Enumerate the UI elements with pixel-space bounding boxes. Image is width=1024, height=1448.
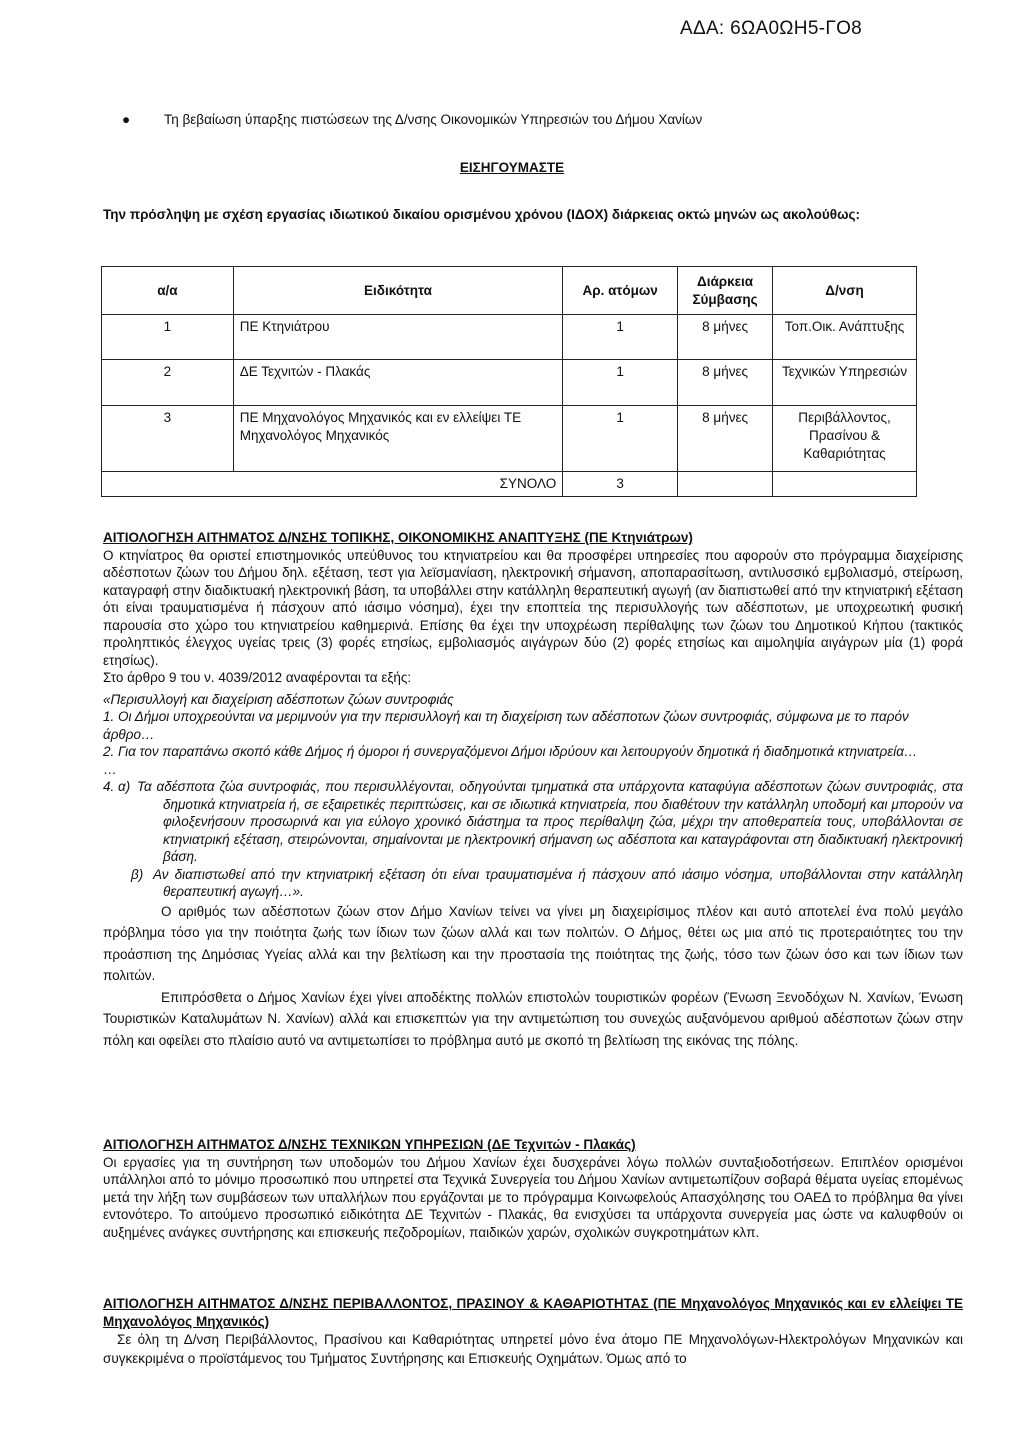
quote-item-1: 1. Οι Δήμοι υποχρεούνται να μεριμνούν για την περισυλλογή και τη διαχείριση των αδέσποτων ζώων συντροφιάς, σύμφωνα με το παρόν άρθρο…: [103, 709, 909, 742]
table-cell: 1: [563, 406, 678, 472]
table-row: [102, 315, 917, 360]
quote-ellipsis: …: [103, 761, 117, 777]
bullet-text: Τη βεβαίωση ύπαρξης πιστώσεων της Δ/νσης Οικονομικών Υπηρεσιών του Δήμου Χανίων: [164, 112, 703, 127]
table-cell: 8 μήνες: [678, 360, 773, 406]
ada-code: ΑΔΑ: 6ΩΑ0ΩΗ5-ΓΟ8: [680, 18, 863, 39]
table-cell: ΠΕ Μηχανολόγος Μηχανικός και εν ελλείψει ΤΕ Μηχανολόγος Μηχανικός: [233, 406, 562, 472]
paragraph: Επιπρόσθετα ο Δήμος Χανίων έχει γίνει αποδέκτης πολλών επιστολών τουριστικών φορέων (Ένωση Ξενοδόχων Ν. Χανίων, Ένωση Τουριστικών Καταλυμάτων Ν. Χανίων) αλλά και επισκεπτών για την αντιμετώπιση του συνεχώς αυξανόμενου αριθμού αδέσποτων ζώων στην πόλη και οφείλει στο πλαίσιο αυτό να αντιμετωπίσει το πρόβλημα αυτό με σκοπό τη βελτίωση της εικόνας της πόλης.: [103, 989, 963, 1048]
table-cell: 1: [563, 360, 678, 406]
quote-title: «Περισυλλογή και διαχείριση αδέσποτων ζώων συντροφιάς: [103, 691, 454, 707]
law-intro: Στο άρθρο 9 του ν. 4039/2012 αναφέρονται τα εξής:: [103, 670, 412, 685]
quote-text: Τα αδέσποτα ζώα συντροφιάς, που περισυλλέγονται, οδηγούνται τμηματικά στα υπάρχοντα καταφύγια αδέσποτων ζώων συντροφιάς, στα δημοτικά κτηνιατρεία ή, σε εξαιρετικές περιπτώσεις, και σε ιδιωτικά κτηνιατρεία, που διαθέτουν την κατάλληλη υποδομή και μπορούν να φιλοξενήσουν προσωρινά και για εύλογο χρονικό διάστημα τα προς περίθαλψη ζώα, μέχρι την αποθεραπεία τους, υποβάλλονται σε κτηνιατρική εξέταση, στειρώνονται, σημαίνονται με ηλεκτρονική σήμανση ως αδέσποτα και καταγράφονται στη διαδικτυακή ηλεκτρονική βάση.: [137, 779, 963, 864]
intro-paragraph: Την πρόσληψη με σχέση εργασίας ιδιωτικού δικαίου ορισμένου χρόνου (ΙΔΟΧ) διάρκειας οκτώ μηνών ως ακολούθως:: [103, 207, 860, 222]
section-title: ΑΙΤΙΟΛΟΓΗΣΗ ΑΙΤΗΜΑΤΟΣ Δ/ΝΣΗΣ ΤΕΧΝΙΚΩΝ ΥΠΗΡΕΣΙΩΝ (ΔΕ Τεχνιτών - Πλακάς): [103, 1137, 636, 1152]
section-environment: [103, 1295, 963, 1368]
quote-item-4b: [103, 866, 963, 901]
table-cell: 2: [102, 360, 234, 406]
section-veterinarian: [103, 529, 963, 1051]
table-row: [102, 406, 917, 472]
total-label: ΣΥΝΟΛΟ: [102, 472, 563, 497]
table-total-row: [102, 472, 917, 497]
table-row: [102, 360, 917, 406]
table-cell-empty: [678, 472, 773, 497]
table-header-row: [102, 267, 917, 315]
quote-label: 4. α): [103, 779, 131, 794]
section-technical: [103, 1136, 963, 1241]
paragraph: Ο αριθμός των αδέσποτων ζώων στον Δήμο Χανίων τείνει να γίνει μη διαχειρίσιμος πλέον και αυτό αποτελεί ένα πολύ μεγάλο πρόβλημα τόσο για την ποιότητα ζωής των ίδιων των ζώων αλλά και των πολιτών. Ο Δήμος, θέτει ως μια από τις προτεραιότητες του την προάσπιση της Δημόσιας Υγείας αλλά και την βελτίωση και την προστασία της ποιότητας της ζωής, τόσο των ζώων όσο και των ίδιων των πολιτών.: [103, 903, 963, 983]
table-cell: Περιβάλλοντος, Πρασίνου & Καθαριότητας: [773, 406, 917, 472]
table-cell: ΔΕ Τεχνιτών - Πλακάς: [233, 360, 562, 406]
table-header: Δ/νση: [773, 267, 917, 315]
total-value: 3: [563, 472, 678, 497]
bullet-icon: ●: [122, 112, 131, 127]
section-body: Ο κτηνίατρος θα οριστεί επιστημονικός υπεύθυνος του κτηνιατρείου και θα προσφέρει υπηρεσίες που αφορούν στο πρόγραμμα διαχείρισης αδέσποτων ζώων του Δήμου δηλ. εξέταση, τεστ για λεϊσμανίαση, ηλεκτρονική σήμανση, αποπαρασίτωση, αντιλυσσικό εμβολιασμό, στείρωση, καταγραφή στην διαδικτυακή ηλεκτρονική βάση, τα υποβάλλει στην κατάλληλη θεραπευτική αγωγή (αν διαπιστωθεί από την κτηνιατρική εξέταση ότι είναι τραυματισμένα ή πάσχουν από ιάσιμο νόσημα), έχει την εποπτεία της περισυλλογής των αδέσποτων, με υποχρεωτική φυσική παρουσία στο χώρο του κτηνιατρείου καθημερινά. Επίσης θα έχει την υποχρέωση περίθαλψης των ζώων του Δημοτικού Κήπου (τακτικός προληπτικός έλεγχος υγείας τρεις (3) φορές ετησίως, εμβολιασμός αιγάγρων δύο (2) φορές ετησίως και αιμοληψία αιγάγρων μία (1) φορά ετησίως).: [103, 547, 963, 668]
table-header: Διάρκεια Σύμβασης: [678, 267, 773, 315]
section-body: Σε όλη τη Δ/νση Περιβάλλοντος, Πρασίνου και Καθαριότητας υπηρετεί μόνο ένα άτομο ΠΕ Μηχανολόγων-Ηλεκτρολόγων Μηχανικών και συγκεκριμένα ο προϊστάμενος του Τμήματος Συντήρησης και Επισκευής Οχημάτων. Όμως από το: [103, 1332, 963, 1366]
table-cell: 8 μήνες: [678, 406, 773, 472]
table-cell: Τεχνικών Υπηρεσιών: [773, 360, 917, 406]
quote-item-2: 2. Για τον παραπάνω σκοπό κάθε Δήμος ή όμοροι ή συνεργαζόμενοι Δήμοι ιδρύουν και λειτουργούν δημοτικά ή διαδημοτικά κτηνιατρεία…: [103, 744, 918, 759]
table-cell: ΠΕ Κτηνιάτρου: [233, 315, 562, 360]
table-header: α/α: [102, 267, 234, 315]
table-cell-empty: [773, 472, 917, 497]
section-body: Οι εργασίες για τη συντήρηση των υποδομών του Δήμου Χανίων έχει δυσχεράνει λόγω πολλών συνταξιοδοτήσεων. Επιπλέον ορισμένοι υπάλληλοι από το μόνιμο προσωπικό που υπηρετεί στα Τεχνικά Συνεργεία του Δήμου Χανίων αντιμετωπίζουν σοβαρά θέματα υγείας επομένως μετά την λήξη των συμβάσεων των υπαλλήλων που εργάζονται με το πρόγραμμα Κοινωφελούς Απασχόλησης του ΟΑΕΔ το πρόβλημα θα γίνει εντονότερο. Το αιτούμενο προσωπικό ειδικότητα ΔΕ Τεχνιτών - Πλακάς, θα ενισχύσει τα υπάρχοντα συνεργεία μας ώστε να καλυφθούν οι αυξημένες ανάγκες συντήρησης και επισκευής πεζοδρομίων, παιδικών χαρών, σχολικών συγκροτημάτων κλπ.: [103, 1154, 963, 1240]
table-cell: 3: [102, 406, 234, 472]
section-title: ΑΙΤΙΟΛΟΓΗΣΗ ΑΙΤΗΜΑΤΟΣ Δ/ΝΣΗΣ ΤΟΠΙΚΗΣ, ΟΙΚΟΝΟΜΙΚΗΣ ΑΝΑΠΤΥΞΗΣ (ΠΕ Κτηνιάτρων): [103, 530, 693, 545]
table-cell: 1: [563, 315, 678, 360]
table-cell: Τοπ.Οικ. Ανάπτυξης: [773, 315, 917, 360]
quote-text: Αν διαπιστωθεί από την κτηνιατρική εξέταση ότι είναι τραυματισμένα ή πάσχουν από ιάσιμο νόσημα, υποβάλλονται στην κατάλληλη θεραπευτική αγωγή…».: [153, 866, 963, 899]
table-cell: 1: [102, 315, 234, 360]
quote-label: β): [131, 866, 144, 882]
table-header: Ειδικότητα: [233, 267, 562, 315]
table-header: Αρ. ατόμων: [563, 267, 678, 315]
quote-item-4a: [103, 778, 963, 866]
positions-table: [101, 266, 917, 497]
section-title: ΑΙΤΙΟΛΟΓΗΣΗ ΑΙΤΗΜΑΤΟΣ Δ/ΝΣΗΣ ΠΕΡΙΒΑΛΛΟΝΤΟΣ, ΠΡΑΣΙΝΟΥ & ΚΑΘΑΡΙΟΤΗΤΑΣ (ΠΕ Μηχανολόγος Μηχανικός και εν ελλείψει ΤΕ Μηχανολόγος Μηχανικός): [103, 1296, 963, 1329]
table-cell: 8 μήνες: [678, 315, 773, 360]
heading-proposal: ΕΙΣΗΓΟΥΜΑΣΤΕ: [459, 160, 565, 175]
